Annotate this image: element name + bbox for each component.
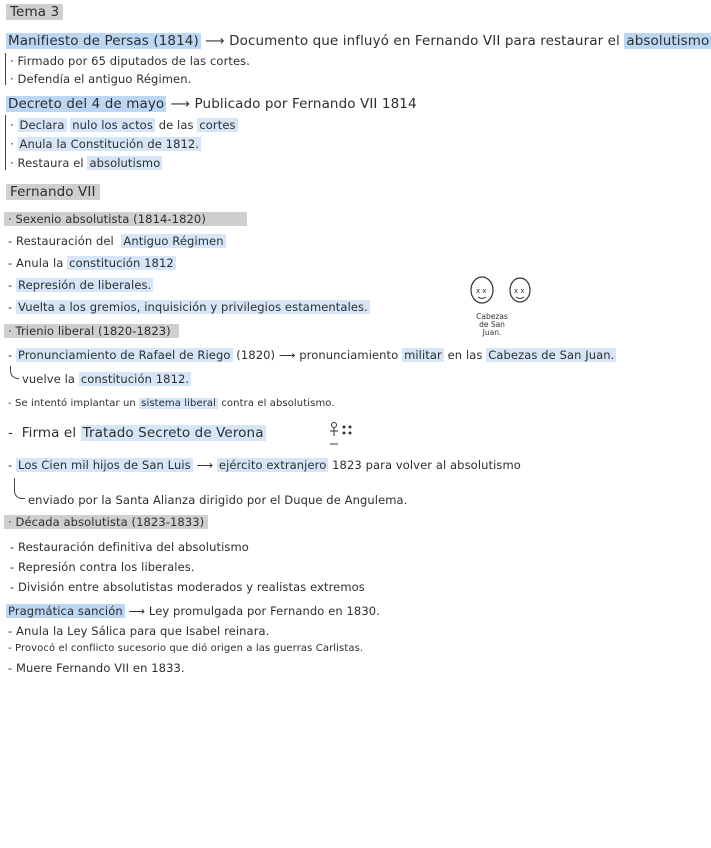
- doodle-caption: Cabezas de San Juan.: [476, 312, 508, 337]
- svg-text:x x: x x: [476, 287, 487, 295]
- manifiesto-heading: Manifiesto de Persas (1814) ⟶ Documento que influyó en Fernando VII para restaurar el absolutismo: [8, 33, 710, 49]
- fernando-heading: Fernando VII: [6, 184, 100, 200]
- pragmatica-bullet-1: - Anula la Ley Sálica para que Isabel reinara.: [8, 624, 270, 638]
- decreto-bullet-2: · Anula la Constitución de 1812.: [10, 137, 200, 151]
- decreto-heading: Decreto del 4 de mayo ⟶ Publicado por Fernando VII 1814: [8, 96, 417, 112]
- trienio-bullet-2: - Se intentó implantar un sistema liberal contra el absolutismo.: [8, 398, 335, 409]
- decreto-bullet-3: · Restaura el absolutismo: [10, 156, 161, 170]
- svg-text:x x: x x: [514, 287, 525, 295]
- sexenio-bullet-1: - Restauración del Antiguo Régimen: [8, 234, 224, 248]
- pragmatica-bullet-2: - Provocó el conflicto sucesorio que dió origen a las guerras Carlistas.: [8, 643, 364, 654]
- decada-heading: · Década absolutista (1823-1833): [4, 515, 208, 529]
- manifiesto-bullet-2: · Defendía el antiguo Régimen.: [10, 72, 192, 86]
- sexenio-heading: · Sexenio absolutista (1814-1820): [4, 212, 247, 226]
- pragmatica-heading: Pragmática sanción ⟶ Ley promulgada por Fernando en 1830.: [8, 604, 380, 618]
- sexenio-bullet-4: - Vuelta a los gremios, inquisición y privilegios estamentales.: [8, 300, 368, 314]
- trienio-bullet-1: - Pronunciamiento de Rafael de Riego (1820) ⟶ pronunciamiento militar en las Cabezas de San Juan.: [8, 348, 615, 362]
- decada-bullet-2: - Represión contra los liberales.: [10, 560, 195, 574]
- sexenio-bullet-3: - Represión de liberales.: [8, 278, 152, 292]
- decreto-bullet-1: · Declara nulo los actos de las cortes: [10, 118, 236, 132]
- people-doodle-icon: [326, 420, 358, 450]
- faces-doodle-icon: [466, 272, 536, 312]
- decada-bullet-3: - División entre absolutistas moderados y realistas extremos: [10, 580, 365, 594]
- trienio-bullet-4: - Los Cien mil hijos de San Luis ⟶ ejército extranjero 1823 para volver al absolutismo: [8, 458, 521, 472]
- pragmatica-bullet-3: - Muere Fernando VII en 1833.: [8, 661, 185, 675]
- trienio-bullet-1-sub: vuelve la constitución 1812.: [22, 372, 190, 386]
- page-title: Tema 3: [6, 4, 63, 20]
- trienio-bullet-3: - Firma el Tratado Secreto de Verona: [8, 425, 264, 441]
- decada-bullet-1: - Restauración definitiva del absolutismo: [10, 540, 249, 554]
- trienio-bullet-4-sub: enviado por la Santa Alianza dirigido por el Duque de Angulema.: [28, 493, 408, 507]
- sexenio-bullet-2: - Anula la constitución 1812: [8, 256, 174, 270]
- trienio-heading: · Trienio liberal (1820-1823): [4, 324, 179, 338]
- manifiesto-bullet-1: · Firmado por 65 diputados de las cortes.: [10, 54, 251, 68]
